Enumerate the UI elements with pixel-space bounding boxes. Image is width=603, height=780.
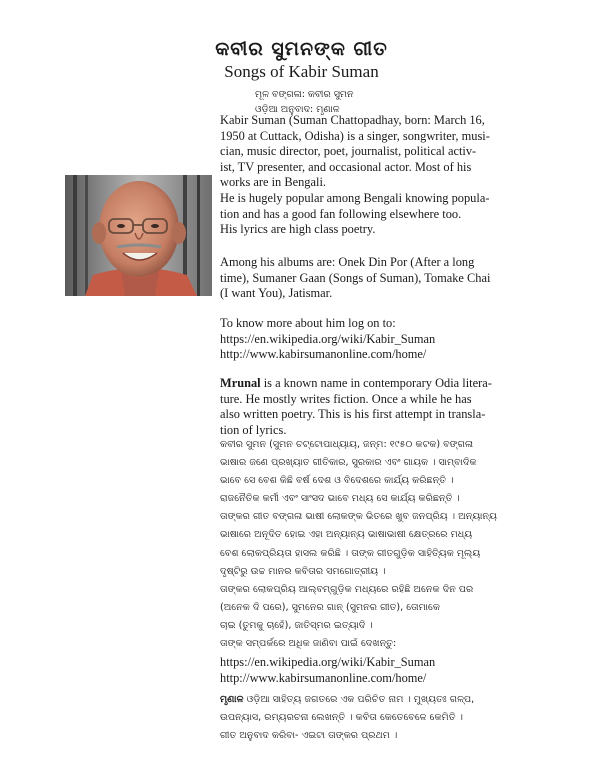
albums-line: (I want You), Jatismar. bbox=[220, 286, 333, 301]
odia-translator-line bbox=[220, 691, 550, 709]
bio-line: ist, TV presenter, and occasional actor. Most of his bbox=[220, 159, 472, 174]
odia-translator-line: ଉପନ୍ୟାସ, ରମ୍ୟରଚନା ଲେଖନ୍ତି । କବିତା କେତେବେଳେ କେମିତି । bbox=[220, 712, 463, 724]
bio-line: works are in Bengali. bbox=[220, 175, 326, 190]
odia-line: ଚାଇ (ତୁମକୁ ଚାହେଁ), ଜାତିସ୍ମର ଇତ୍ୟାଦି । bbox=[220, 619, 373, 631]
page-title-odia: କବୀର ସୁମନଙ୍କ ଗୀତ bbox=[215, 38, 388, 60]
albums-line: time), Sumaner Gaan (Songs of Suman), Tomake Chai bbox=[220, 270, 491, 285]
odia-line: (ଅନେକ ଦି ପରେ), ସୁମନେର ଗାନ୍ (ସୁମନର ଗୀତ), ତୋମାକେ bbox=[220, 601, 440, 613]
translation-credit: ଓଡ଼ିଆ ଅନୁବାଦ: ମୃଣାଳ bbox=[255, 104, 340, 115]
odia-line: କବୀର ସୁମନ (ସୁମନ ଚଟ୍ଟୋପାଧ୍ୟାୟ, ଜନ୍ମ: ୧୯୫୦ କଟକ) ବଙ୍ଗଳା bbox=[220, 439, 474, 450]
translator-name-odia: ମୃଣାଳ bbox=[220, 694, 244, 705]
bio-line: 1950 at Cuttack, Odisha) is a singer, songwriter, musi- bbox=[220, 128, 490, 143]
page-title-english: Songs of Kabir Suman bbox=[224, 62, 379, 81]
bio-line: His lyrics are high class poetry. bbox=[220, 222, 376, 237]
odia-line: ଦୃଷ୍ଟିରୁ ଉଚ୍ଚ ମାନର କବିତାର ସମଗୋତ୍ରୀୟ । bbox=[220, 565, 386, 577]
bio-line: tion and has a good fan following elsewhere too. bbox=[220, 206, 462, 221]
translator-paragraph-english bbox=[220, 376, 520, 438]
bio-line: cian, music director, poet, journalist, political activ- bbox=[220, 144, 477, 159]
links-intro: To know more about him log on to: bbox=[220, 316, 396, 330]
translator-first-line: is a known name in contemporary Odia litera- bbox=[260, 376, 492, 390]
albums-line: Among his albums are: Onek Din Por (After a long bbox=[220, 255, 475, 269]
links-odia-section bbox=[220, 655, 520, 686]
translator-paragraph-odia bbox=[220, 691, 550, 745]
odia-line: ରାଜନୈତିକ କର୍ମୀ ଏବଂ ସାଂସଦ ଭାବେ ମଧ୍ୟ ସେ କାର୍ଯ୍ୟ କରିଛନ୍ତି । bbox=[220, 493, 460, 505]
odia-translator-line: ଗୀତ ଅନୁବାଦ କରିବା- ଏଇଟା ତାଙ୍କର ପ୍ରଥମ । bbox=[220, 730, 398, 742]
odia-line: ଭାବେ ସେ ବେଶ କିଛି ବର୍ଷ ଦେଶ ଓ ବିଦେଶରେ କାର୍ଯ୍ୟ କରିଛନ୍ତି । bbox=[220, 475, 454, 487]
odia-line: ତାଙ୍କର ଲୋକପ୍ରିୟ ଆଲ୍‌ବମ୍‌ଗୁଡ଼ିକ ମଧ୍ୟରେ ରହିଛି ଅନେକ ଦିନ ପର bbox=[220, 583, 474, 595]
translator-line bbox=[220, 376, 520, 392]
wikipedia-link-2[interactable]: https://en.wikipedia.org/wiki/Kabir_Suman bbox=[220, 655, 436, 669]
bio-line: He is hugely popular among Bengali knowing popula- bbox=[220, 190, 490, 205]
links-english bbox=[220, 316, 520, 363]
bio-line: Kabir Suman (Suman Chattopadhay, born: March 16, bbox=[220, 113, 485, 127]
wikipedia-link[interactable]: https://en.wikipedia.org/wiki/Kabir_Suman bbox=[220, 331, 436, 346]
odia-translator-first-line: ଓଡ଼ିଆ ସାହିତ୍ୟ ଜଗତରେ ଏକ ପରିଚିତ ନାମ । ମୁଖ୍ୟତଃ ଗଳ୍ପ, bbox=[243, 694, 475, 705]
translator-line: also written poetry. This is his first attempt in transla- bbox=[220, 407, 486, 422]
original-credit: ମୂଳ ବଙ୍ଗଳା: କବୀର ସୁମନ bbox=[255, 89, 354, 100]
translator-line: tion of lyrics. bbox=[220, 422, 287, 437]
translator-name: Mrunal bbox=[220, 376, 261, 390]
odia-bio-paragraph bbox=[220, 436, 550, 653]
official-site-link[interactable]: http://www.kabirsumanonline.com/home/ bbox=[220, 347, 427, 362]
translator-line: ture. He mostly writes fiction. Once a while he has bbox=[220, 391, 472, 406]
odia-line: ଭାଷାରେ ଅନୂଦିତ ହୋଇ ଏହା ଅନ୍ୟାନ୍ୟ ଭାଷାଭାଷୀ କ୍ଷେତ୍ରରେ ମଧ୍ୟ bbox=[220, 529, 473, 541]
odia-line: ତାଙ୍କର ଗୀତ ବଙ୍ଗଳା ଭାଷୀ ଲୋକଙ୍କ ଭିତରେ ଖୁବ ଜନପ୍ରିୟ । ଅନ୍ୟାନ୍ୟ bbox=[220, 511, 497, 523]
bio-paragraph bbox=[220, 113, 520, 238]
official-site-link-2[interactable]: http://www.kabirsumanonline.com/home/ bbox=[220, 670, 427, 685]
odia-line: ବେଶ ଲୋକପ୍ରିୟତା ହାସଲ କରିଛି । ତାଙ୍କ ଗୀତଗୁଡ଼ିକ ସାହିତ୍ୟିକ ମୂଲ୍ୟ bbox=[220, 547, 481, 559]
odia-line: ଭାଷାର ଜଣେ ପ୍ରଖ୍ୟାତ ଗୀତିକାର, ସୁରକାର ଏବଂ ଗାୟକ । ସାମ୍ବାଦିକ bbox=[220, 457, 477, 469]
albums-paragraph bbox=[220, 255, 520, 302]
portrait-photo bbox=[65, 175, 212, 296]
odia-line: ତାଙ୍କ ସମ୍ପର୍କରେ ଅଧିକ ଜାଣିବା ପାଇଁ ଦେଖନ୍ତୁ: bbox=[220, 638, 397, 650]
